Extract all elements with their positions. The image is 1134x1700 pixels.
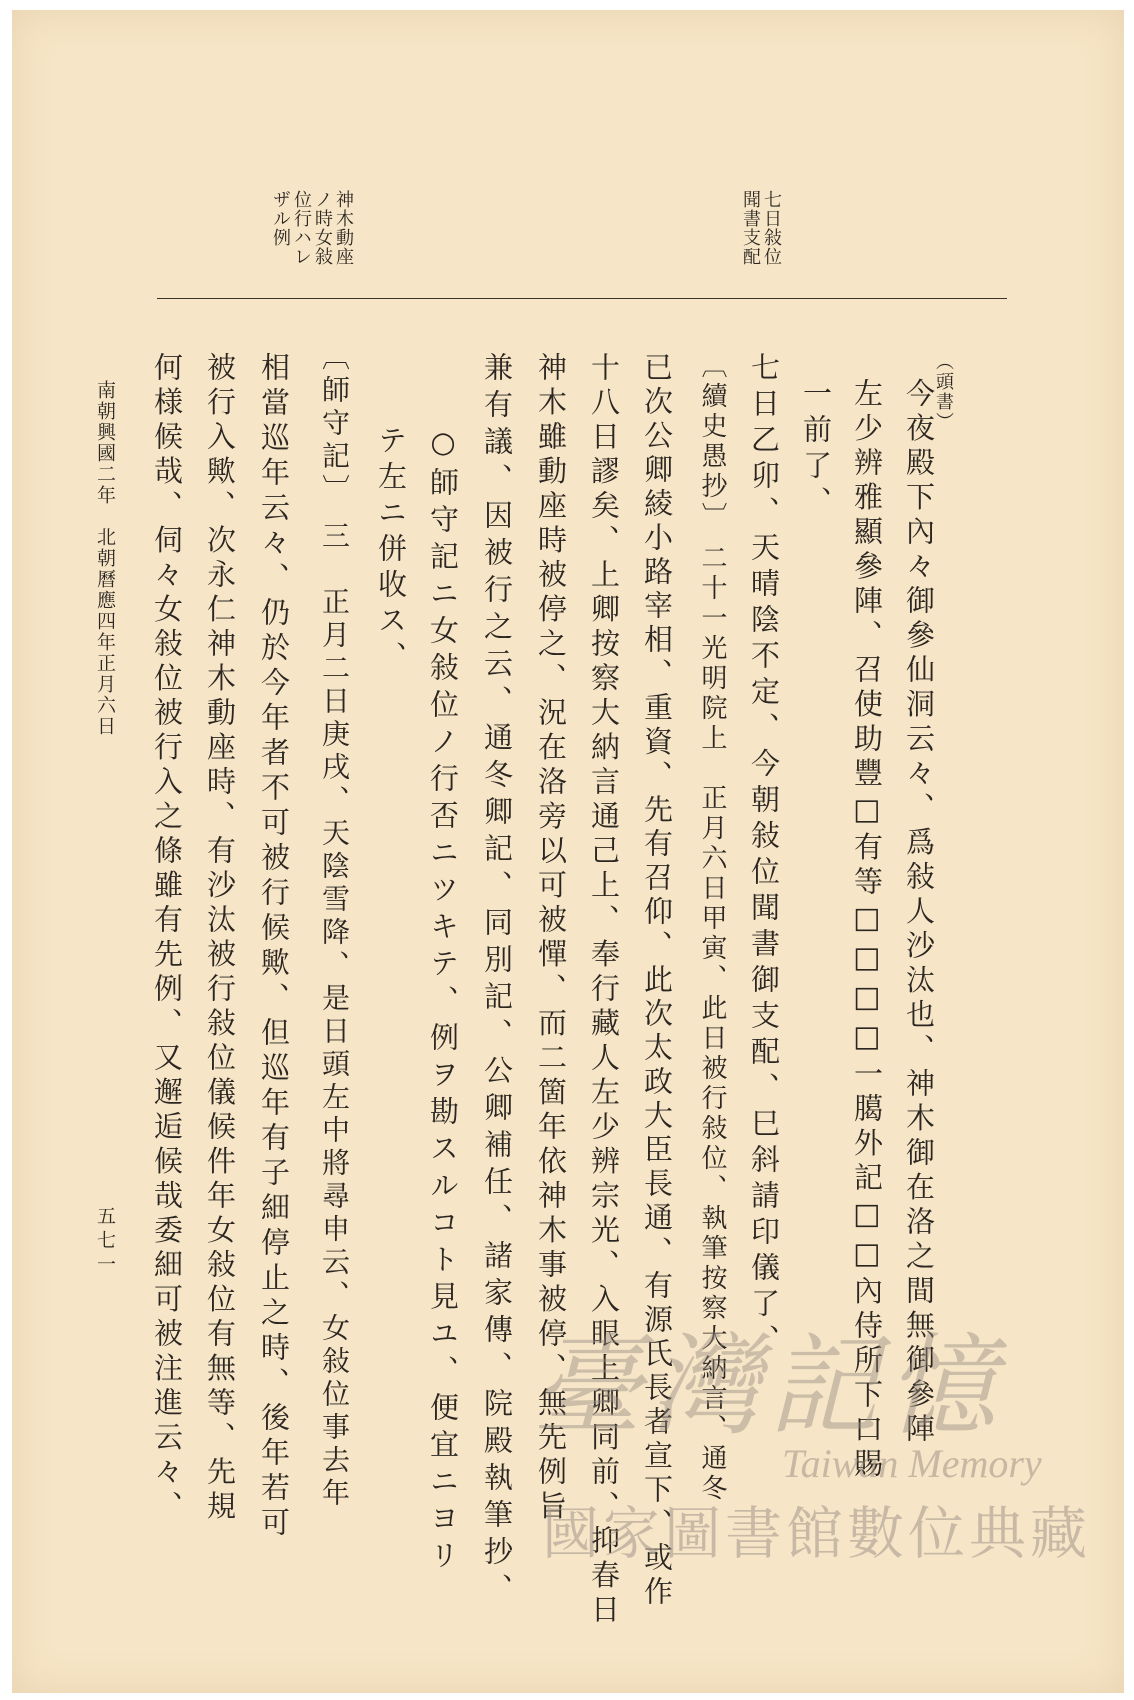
note-line: 聞書支配 xyxy=(740,190,761,266)
header-rule xyxy=(157,298,1007,299)
column-0: （頭書） xyxy=(933,352,954,432)
note-line: 七日敍位 xyxy=(761,190,782,266)
column-11: テ左ニ併收ス、 xyxy=(374,425,408,677)
column-15: 何様候哉、伺々女敍位被行入之條雖有先例、又邂逅候哉委細可被注進云々、 xyxy=(150,352,184,1525)
note-line: ノ時女敍 xyxy=(312,190,333,266)
column-7: 十八日謬矣、上卿按察大納言通己上、奉行藏人左少辨宗光、入眼上卿同前、抑春日 xyxy=(587,352,621,1629)
column-9: 兼有議、因被行之云、通冬卿記、同別記、公卿補任、諸家傳、院殿執筆抄、 xyxy=(480,352,514,1610)
header-note-left xyxy=(270,190,354,280)
watermark-english: Taiwan Memory xyxy=(782,1441,1042,1486)
page-number: 五七一 xyxy=(94,1206,116,1278)
column-2: 左少辨雅顯參陣、召使助豐□有等□□□□一臈外記□□內侍所下口賜 xyxy=(850,378,884,1483)
column-8: 神木雖動座時被停之、況在洛旁以可被憚、而二箇年依神木事被停、無先例旨 xyxy=(534,352,568,1525)
column-5: 〔續史愚抄〕 二十一光明院上 正月六日甲寅、此日被行敍位、執筆按察大納言、通冬 xyxy=(697,352,727,1505)
column-10: ○師守記ニ女敍位ノ行否ニツキテ、例ヲ勘スルコト見ユ、便宜ニヨリ xyxy=(426,425,460,1577)
column-13: 相當巡年云々、仍於今年者不可被行候歟、但巡年有子細停止之時、後年若可 xyxy=(257,352,291,1542)
column-1: 今夜殿下內々御參仙洞云々、爲敍人沙汰也、神木御在洛之間無御參陣 xyxy=(902,378,936,1448)
watermark-library: 國家圖書館數位典藏 xyxy=(542,1501,1091,1567)
column-3: 一前了、 xyxy=(799,378,833,522)
note-line: ザル例 xyxy=(270,190,291,247)
column-6: 已次公卿綾小路宰相、重資、先有召仰、此次太政大臣長通、有源氏長者宣下、或作 xyxy=(640,352,674,1610)
document-page xyxy=(12,10,1124,1693)
column-14: 被行入歟、次永仁神木動座時、有沙汰被行敍位儀候件年女敍位有無等、先規 xyxy=(203,352,237,1525)
watermark-chinese: 臺灣記憶 xyxy=(532,1322,1004,1450)
note-line: 位行ハレ xyxy=(291,190,312,266)
footer-date: 南朝興國二年 北朝曆應四年正月六日 xyxy=(94,380,116,737)
column-12: 〔師守記〕 三 正月二日庚戌、天陰雪降、是日頭左中將尋申云、女敍位事去年 xyxy=(318,342,351,1511)
header-note-right xyxy=(740,190,782,280)
column-4: 七日乙卯、天晴陰不定、今朝敍位聞書御支配、巳斜請印儀了、 xyxy=(747,352,781,1360)
note-line: 神木動座 xyxy=(333,190,354,266)
